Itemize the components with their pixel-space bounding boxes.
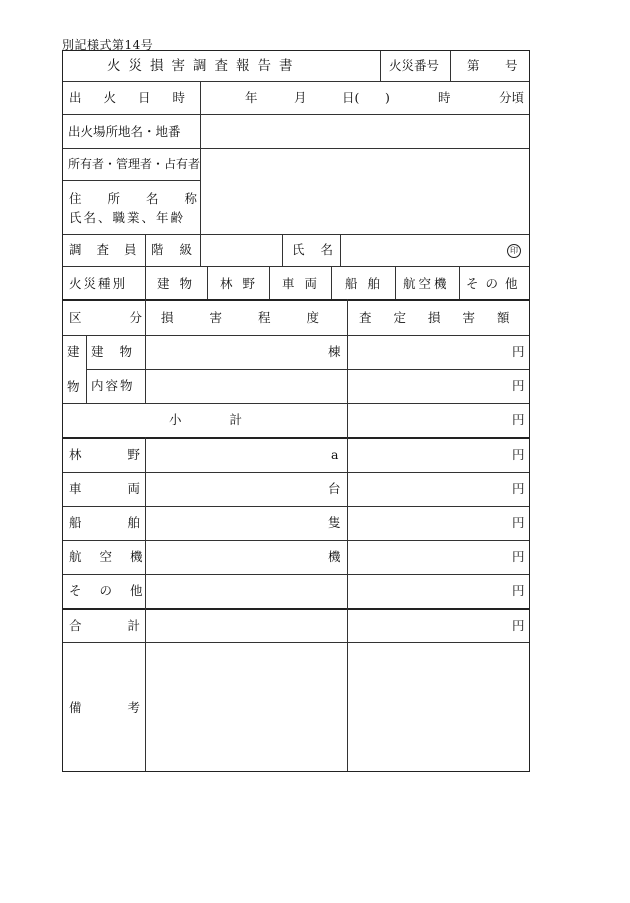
fire-type-ship: 船舶 [345,276,391,291]
fire-type-label: 火災種別 [69,276,128,291]
fire-datetime-label: 出火日時 [69,90,208,105]
assessed-damage-header: 査定損害額 [359,310,532,325]
building-group-label-top: 建 [67,344,80,359]
fire-type-forest: 林野 [220,276,266,291]
forest-row-yen: 円 [512,447,525,462]
owner-label: 所有者・管理者・占有者 [68,157,201,171]
aircraft-row-yen: 円 [512,549,525,564]
aircraft-row-label: 航空機 [69,549,161,564]
vehicle-row-unit: 台 [328,481,341,496]
contents-row-label: 内容物 [91,378,135,393]
month-unit: 月 [294,90,307,105]
minute-unit: 分頃 [499,90,525,105]
fire-type-other: その他 [466,276,525,291]
fire-location-label: 出火場所地名・地番 [68,124,181,139]
vehicle-row-label: 車両 [69,481,187,496]
other-row-label: その他 [69,583,161,598]
contents-row-yen: 円 [512,378,525,393]
fire-number-label: 火災番号 [389,58,440,73]
fire-type-aircraft: 航空機 [403,276,450,291]
report-title: 火災損害調査報告書 [107,58,301,74]
hour-unit: 時 [438,90,451,105]
ship-row-yen: 円 [512,515,525,530]
forest-row-label: 林野 [69,447,187,462]
investigator-label: 調査員 [69,242,152,257]
building-row-yen: 円 [512,344,525,359]
subtotal-yen: 円 [512,412,525,427]
vehicle-row-yen: 円 [512,481,525,496]
form-number-label: 別記様式第14号 [62,38,154,52]
year-unit: 年 [245,90,258,105]
investigator-name-label: 氏名 [292,242,350,257]
fire-number-suffix: 号 [505,58,518,73]
forest-row-unit: a [331,447,339,462]
remarks-label: 備考 [69,700,187,715]
fire-type-vehicle: 車両 [282,276,328,291]
day-unit: 日( [342,90,360,105]
other-row-yen: 円 [512,583,525,598]
category-header: 区分 [69,310,191,325]
total-label: 合計 [69,618,187,633]
subtotal-label: 小計 [169,412,291,427]
damage-degree-header: 損害程度 [161,310,356,325]
building-row-label: 建物 [91,344,149,359]
building-group-label-bottom: 物 [67,379,80,394]
fire-type-building: 建物 [157,276,203,291]
weekday-close: ) [385,90,390,105]
address-name-label: 住所名称 [69,191,224,206]
building-row-unit: 棟 [328,344,341,359]
rank-label: 階級 [151,242,209,257]
ship-row-label: 船舶 [69,515,187,530]
report-table [62,50,530,772]
total-yen: 円 [512,618,525,633]
fire-number-prefix: 第 [467,58,480,73]
seal-mark: 印 [507,244,521,258]
name-occupation-age-label: 氏名、職業、年齢 [69,210,186,225]
aircraft-row-unit: 機 [328,549,341,564]
ship-row-unit: 隻 [328,515,341,530]
